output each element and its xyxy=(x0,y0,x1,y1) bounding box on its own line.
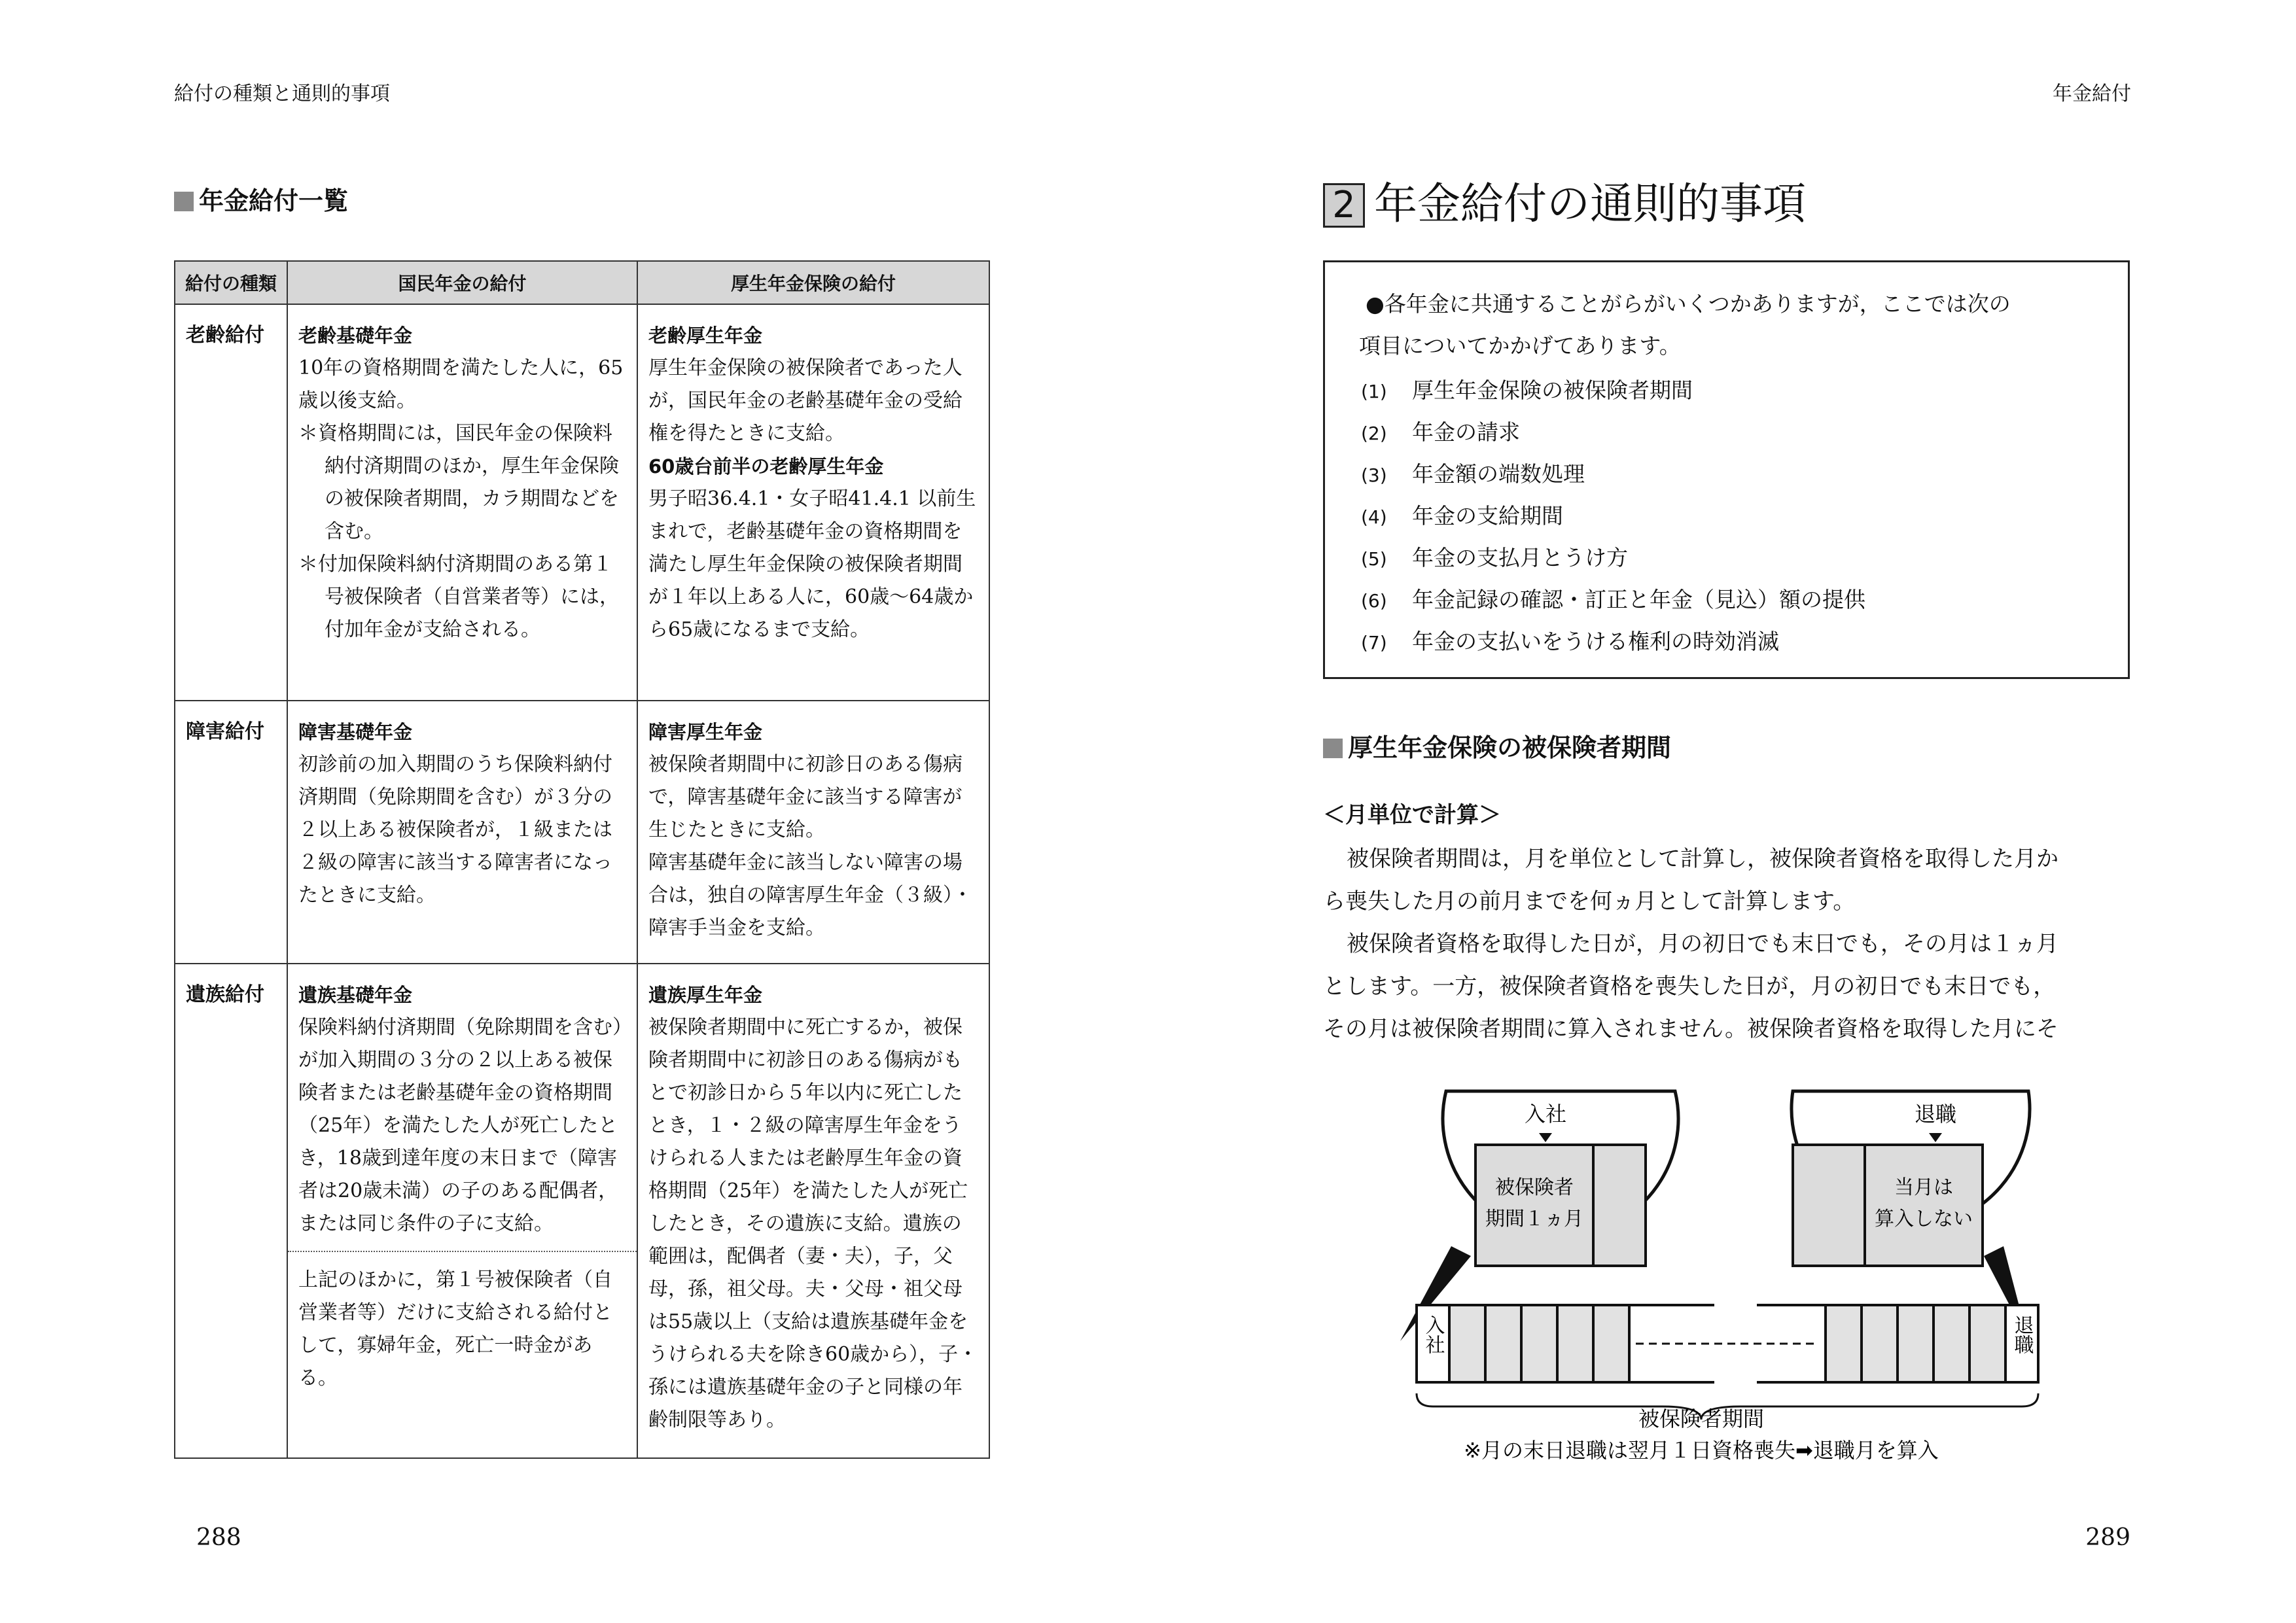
cell-text: 被保険者期間中に死亡するか，被保険者期間中に初診日のある傷病がもとで初診日から５年以内に死亡したとき，１・２級の障害厚生年金をうけられる人または老齢厚生年金の資格期間（25年）を満たした人が死亡したとき，その遺族に支給。遺族の範囲は，配偶者（妻・夫），子，父母，孫，祖父母。夫・父母・祖父母は55歳以上（支給は遺族基礎年金をうけられる夫を除き60歳から），子・孫には遺族基礎年金の子と同様の年齢制限等あり。 xyxy=(648,1016,978,1431)
running-head-left: 給付の種類と通則的事項 xyxy=(174,82,390,105)
cell-title: 障害基礎年金 xyxy=(298,721,413,743)
pension-benefit-table xyxy=(174,260,990,1459)
page-number-right: 289 xyxy=(2085,1524,2130,1551)
body-line: とします。一方，被保険者資格を喪失した日が，月の初日でも末日でも， xyxy=(1323,973,2056,1000)
bar-right-label: 退職 xyxy=(2010,1315,2034,1354)
row-kind: 障害給付 xyxy=(175,701,287,964)
list-item: (7) 年金の支払いをうける権利の時効消滅 xyxy=(1361,629,1779,654)
cell-text: 初診前の加入期間のうち保険料納付済期間（免除期間を含む）が３分の２以上ある被保険者が，１級または２級の障害に該当する障害者になったときに支給。 xyxy=(298,753,612,907)
table-header-row xyxy=(175,261,989,304)
summary-box xyxy=(1323,260,2130,679)
cell-text: 厚生年金保険の被保険者であった人が，国民年金の老齢基礎年金の受給権を得たときに支給。 xyxy=(648,357,963,445)
square-bullet-icon xyxy=(1323,739,1343,758)
chapter-title xyxy=(1323,169,1806,231)
cell-text: 障害基礎年金に該当しない障害の場合は，独自の障害厚生年金（３級）・障害手当金を支給。 xyxy=(648,851,972,939)
employee-cell xyxy=(637,964,989,1458)
section-title-text: 厚生年金保険の被保険者期間 xyxy=(1348,733,1672,762)
cell-title: 60歳台前半の老齢厚生年金 xyxy=(648,455,884,478)
square-bullet-icon xyxy=(174,192,194,211)
cell-title: 老齢基礎年金 xyxy=(298,324,413,347)
list-item: (3) 年金額の端数処理 xyxy=(1361,461,1585,487)
header-national: 国民年金の給付 xyxy=(287,261,637,304)
list-item: (1) 厚生年金保険の被保険者期間 xyxy=(1361,377,1693,403)
list-item: (6) 年金記録の確認・訂正と年金（見込）額の提供 xyxy=(1361,587,1865,612)
cell-note: ＊資格期間には，国民年金の保険料納付済期間のほか，厚生年金保険の被保険者期間，カラ期間などを含む。 xyxy=(298,422,619,543)
employee-cell xyxy=(637,304,989,701)
left-box-line2: 期間１ヵ月 xyxy=(1485,1208,1583,1230)
box-intro-line: 項目についてかかげてあります。 xyxy=(1359,333,1681,358)
table-row xyxy=(175,304,989,701)
national-cell xyxy=(287,701,637,964)
cell-text: 保険料納付済期間（免除期間を含む）が加入期間の３分の２以上ある被保険者または老齢基礎年金の資格期間（25年）を満たした人が死亡したとき，18歳到達年度の末日まで（障害者は20歳未満）の子のある配偶者，または同じ条件の子に支給。 xyxy=(298,1016,622,1235)
left-month-box xyxy=(1475,1145,1593,1266)
section-title-right xyxy=(1323,727,1671,763)
employee-cell xyxy=(637,701,989,964)
running-head-right: 年金給付 xyxy=(2053,82,2131,105)
right-circle-label: 退職 xyxy=(1914,1102,1957,1126)
cell-text: 被保険者期間中に初診日のある傷病で，障害基礎年金に該当する障害が生じたときに支給。 xyxy=(648,753,963,841)
diagram-footnote: ※月の末日退職は翌月１日資格喪失➡退職月を算入 xyxy=(1464,1438,1939,1463)
box-intro-line: ●各年金に共通することがらがいくつかありますが，ここでは次の xyxy=(1366,291,2011,317)
cell-text: 男子昭36.4.1・女子昭41.4.1 以前生まれで，老齢基礎年金の資格期間を満たし厚生年金保険の被保険者期間が１年以上ある人に，60歳～64歳から65歳になるまで支給。 xyxy=(648,487,976,641)
header-employee: 厚生年金保険の給付 xyxy=(637,261,989,304)
cell-title: 老齢厚生年金 xyxy=(648,324,763,347)
row-kind: 遺族給付 xyxy=(175,964,287,1458)
national-cell xyxy=(287,964,637,1458)
cell-title: 遺族厚生年金 xyxy=(648,984,763,1006)
period-label: 被保険者期間 xyxy=(1638,1406,1765,1431)
body-line: 被保険者期間は，月を単位として計算し，被保険者資格を取得した月か xyxy=(1347,846,2058,872)
header-kind: 給付の種類 xyxy=(175,261,287,304)
chapter-title-text: 年金給付の通則的事項 xyxy=(1374,179,1806,229)
left-circle-label: 入社 xyxy=(1524,1102,1567,1126)
cell-text: 10年の資格期間を満たした人に，65歳以後支給。 xyxy=(298,357,624,412)
subheading: ＜月単位で計算＞ xyxy=(1323,802,1501,828)
body-line: 被保険者資格を取得した日が，月の初日でも末日でも，その月は１ヵ月 xyxy=(1347,931,2058,957)
right-box-line1: 当月は xyxy=(1894,1176,1953,1199)
cell-title: 障害厚生年金 xyxy=(648,721,763,743)
chapter-number-box: 2 xyxy=(1323,183,1365,228)
list-item: (4) 年金の支給期間 xyxy=(1361,503,1563,529)
cell-text-dotted: 上記のほかに，第１号被保険者（自営業者等）だけに支給される給付として，寡婦年金，死亡一時金がある。 xyxy=(288,1251,637,1395)
list-item: (2) 年金の請求 xyxy=(1361,419,1520,445)
table-row xyxy=(175,964,989,1458)
list-item: (5) 年金の支払月とうけ方 xyxy=(1361,545,1628,570)
page-number-left: 288 xyxy=(196,1524,241,1551)
section-title-text: 年金給付一覧 xyxy=(199,186,349,215)
body-line: ら喪失した月の前月までを何ヵ月として計算します。 xyxy=(1323,888,1856,915)
national-cell xyxy=(287,304,637,701)
cell-note: ＊付加保険料納付済期間のある第１号被保険者（自営業者等）には，付加年金が支給される。 xyxy=(298,553,619,641)
section-title-left xyxy=(174,181,348,217)
insured-period-diagram xyxy=(1374,1073,2094,1478)
box-intro xyxy=(1359,283,2105,367)
right-month-box xyxy=(1865,1145,1983,1266)
body-line: その月は被保険者期間に算入されません。被保険者資格を取得した月にそ xyxy=(1323,1016,2059,1042)
row-kind: 老齢給付 xyxy=(175,304,287,701)
table-row xyxy=(175,701,989,964)
bar-left-label: 入社 xyxy=(1421,1315,1445,1354)
right-box-line2: 算入しない xyxy=(1875,1208,1973,1230)
cell-title: 遺族基礎年金 xyxy=(298,984,413,1006)
left-box-line1: 被保険者 xyxy=(1495,1176,1574,1199)
